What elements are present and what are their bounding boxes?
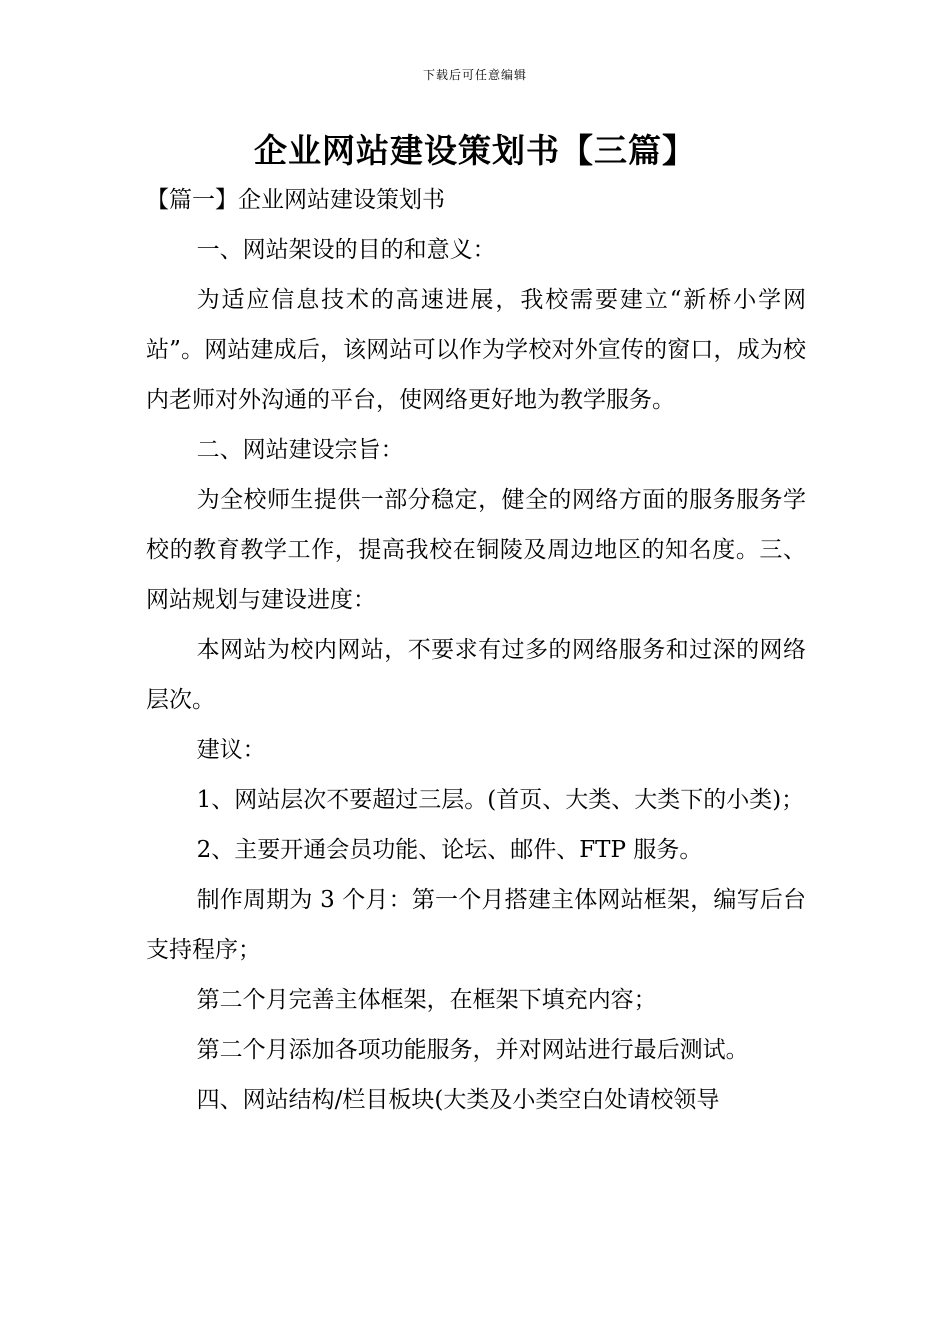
paragraph-schedule-month-1: 制作周期为 3 个月：第一个月搭建主体网站框架，编写后台支持程序；	[146, 887, 806, 963]
paragraph-schedule-month-3: 第二个月添加各项功能服务，并对网站进行最后测试。	[196, 1037, 749, 1063]
document-title: 企业网站建设策划书【三篇】	[254, 131, 696, 170]
paragraph-suggestion-1: 1、网站层次不要超过三层。(首页、大类、大类下的小类)；	[196, 787, 805, 813]
paragraph-purpose-text: 为适应信息技术的高速进展，我校需要建立“新桥小学网站”。网站建成后，该网站可以作为学校对外宣传的窗口，成为校内老师对外沟通的平台，使网络更好地为教学服务。	[146, 287, 806, 413]
paragraph-schedule-month-2: 第二个月完善主体框架，在框架下填充内容；	[196, 987, 657, 1013]
paragraph-purpose-heading: 一、网站架设的目的和意义：	[196, 237, 496, 263]
paragraph-scope-text: 本网站为校内网站，不要求有过多的网络服务和过深的网络层次。	[146, 637, 806, 713]
header-note: 下载后可任意编辑	[422, 68, 527, 82]
paragraph-aim-text: 为全校师生提供一部分稳定，健全的网络方面的服务服务学校的教育教学工作，提高我校在铜陵及周边地区的知名度。三、网站规划与建设进度：	[146, 487, 806, 613]
paragraph-suggestion-heading: 建议：	[196, 737, 266, 763]
section-heading: 【篇一】企业网站建设策划书	[146, 187, 445, 213]
paragraph-structure-heading: 四、网站结构/栏目板块(大类及小类空白处请校领导	[196, 1087, 720, 1113]
paragraph-suggestion-2: 2、主要开通会员功能、论坛、邮件、FTP 服务。	[196, 837, 703, 863]
document-body	[146, 175, 806, 1125]
paragraph-aim-heading: 二、网站建设宗旨：	[196, 437, 404, 463]
